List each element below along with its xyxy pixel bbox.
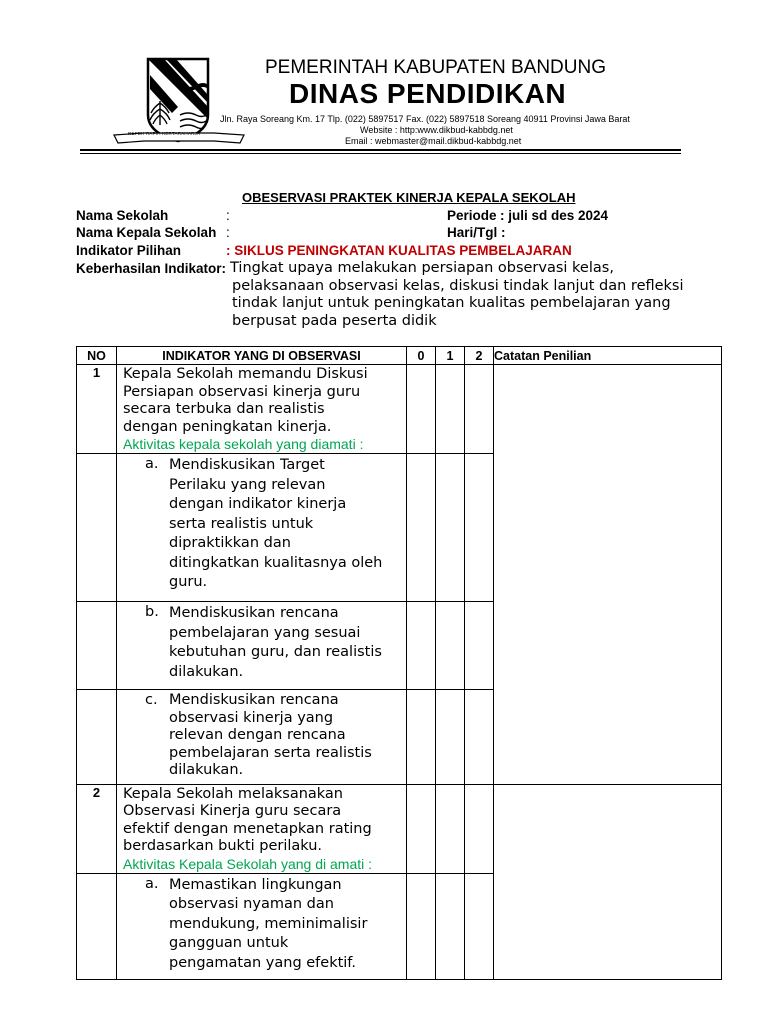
sub-indicator-cell — [117, 690, 407, 785]
letterhead-divider-thin — [80, 153, 681, 154]
score-cell-0[interactable] — [407, 454, 436, 602]
sub-indicator-line: mendukung, meminimalisir — [169, 915, 368, 932]
header-score-2: 2 — [465, 347, 494, 365]
list-marker: a. — [145, 456, 159, 472]
score-cell-0[interactable] — [407, 365, 436, 454]
letterhead-divider-thick — [80, 149, 681, 151]
indicator-text-line: dengan peningkatan kinerja. — [123, 418, 332, 435]
table-row — [77, 365, 722, 454]
sub-indicator-line: relevan dengan rencana — [169, 727, 346, 743]
sub-indicator-line: observasi kinerja yang — [169, 709, 334, 726]
list-marker: a. — [145, 875, 159, 892]
indicator-text-line: Persiapan observasi kinerja guru — [123, 383, 361, 400]
sub-indicator-line: dipraktikkan dan — [169, 535, 291, 551]
department-address: Jln. Raya Soreang Km. 17 Tlp. (022) 5897517 Fax. (022) 5897518 Soreang 40911 Provinsi Jawa Barat — [220, 114, 630, 124]
row-number-empty — [77, 602, 117, 690]
row-number-empty — [77, 454, 117, 602]
score-cell-2[interactable] — [465, 784, 494, 873]
score-cell-2[interactable] — [465, 873, 494, 979]
score-cell-2[interactable] — [465, 365, 494, 454]
description-line: Tingkat upaya melakukan persiapan observasi kelas, — [230, 260, 614, 276]
list-marker: b. — [145, 604, 159, 620]
sub-indicator-line: ditingkatkan kualitasnya oleh — [169, 554, 383, 571]
description-line: pelaksanaan observasi kelas, diskusi tindak lanjut dan refleksi — [232, 277, 684, 294]
indicator-text-line: berdasarkan bukti perilaku. — [123, 838, 323, 854]
sub-indicator-line: dilakukan. — [169, 663, 244, 680]
score-cell-1[interactable] — [436, 454, 465, 602]
header-no: NO — [77, 347, 117, 365]
activity-label: Aktivitas Kepala Sekolah yang di amati : — [123, 855, 373, 872]
nama-sekolah-separator: : — [226, 208, 230, 223]
catatan-cell[interactable] — [494, 784, 722, 979]
description-line: tindak lanjut untuk peningkatan kualitas pembelajaran yang — [232, 295, 671, 311]
score-cell-0[interactable] — [407, 602, 436, 690]
indicator-text-line: efektif dengan menetapkan rating — [123, 820, 372, 837]
indikator-pilihan-label: Indikator Pilihan — [76, 243, 182, 258]
score-cell-2[interactable] — [465, 690, 494, 785]
activity-label: Aktivitas kepala sekolah yang diamati : — [123, 436, 364, 452]
catatan-cell[interactable] — [494, 365, 722, 785]
sub-indicator-line: pembelajaran serta realistis — [169, 744, 372, 761]
sub-indicator-line: pengamatan yang efektif. — [169, 954, 356, 971]
emblem-motto: REPEH RAPIH KERTARAHARJA — [128, 131, 201, 136]
row-number: 2 — [77, 784, 117, 873]
header-indikator: INDIKATOR YANG DI OBSERVASI — [117, 347, 407, 365]
department-website: Website : http:www.dikbud-kabbdg.net — [360, 125, 513, 135]
sub-indicator-line: serta realistis untuk — [169, 515, 314, 532]
hari-tanggal-label: Hari/Tgl : — [447, 225, 506, 240]
score-cell-1[interactable] — [436, 784, 465, 873]
sub-indicator-line: kebutuhan guru, dan realistis — [169, 644, 382, 660]
sub-indicator-line: Mendiskusikan rencana — [169, 605, 339, 621]
score-cell-1[interactable] — [436, 690, 465, 785]
list-marker: c. — [145, 692, 158, 708]
sub-indicator-cell — [117, 602, 407, 690]
keberhasilan-indikator-description — [230, 260, 710, 330]
sub-indicator-line: dilakukan. — [169, 762, 244, 778]
indicator-text-line: secara terbuka dan realistis — [123, 401, 325, 417]
indikator-pilihan-value: : SIKLUS PENINGKATAN KUALITAS PEMBELAJARAN — [226, 243, 572, 258]
sub-indicator-line: gangguan untuk — [169, 935, 289, 951]
department-email: Email : webmaster@mail.dikbud-kabbdg.net — [345, 136, 522, 146]
score-cell-2[interactable] — [465, 602, 494, 690]
score-cell-1[interactable] — [436, 365, 465, 454]
header-score-1: 1 — [436, 347, 465, 365]
government-name: PEMERINTAH KABUPATEN BANDUNG — [265, 57, 606, 78]
periode-label: Periode — [447, 208, 497, 223]
header-score-0: 0 — [407, 347, 436, 365]
score-cell-0[interactable] — [407, 784, 436, 873]
keberhasilan-indikator-label: Keberhasilan Indikator: — [76, 261, 227, 276]
indicator-cell — [117, 784, 407, 873]
sub-indicator-line: Perilaku yang relevan — [169, 476, 326, 493]
score-cell-0[interactable] — [407, 873, 436, 979]
sub-indicator-line: dengan indikator kinerja — [169, 496, 347, 512]
indicator-text-line: Kepala Sekolah melaksanakan — [123, 785, 343, 802]
sub-indicator-line: Mendiskusikan rencana — [169, 692, 339, 708]
description-line: berpusat pada peserta didik — [232, 312, 437, 329]
indicator-cell — [117, 365, 407, 454]
sub-indicator-line: guru. — [169, 574, 208, 590]
sub-indicator-line: pembelajaran yang sesuai — [169, 624, 361, 641]
sub-indicator-line: observasi nyaman dan — [169, 896, 334, 912]
indicator-text-line: Observasi Kinerja guru secara — [123, 803, 342, 819]
sub-indicator-line: Mendiskusikan Target — [169, 457, 325, 473]
observation-table — [76, 346, 722, 980]
indicator-text-line: Kepala Sekolah memandu Diskusi — [123, 366, 368, 382]
table-header-row — [77, 347, 722, 365]
score-cell-2[interactable] — [465, 454, 494, 602]
nama-sekolah-label: Nama Sekolah — [76, 208, 169, 223]
row-number-empty — [77, 873, 117, 979]
score-cell-0[interactable] — [407, 690, 436, 785]
sub-indicator-line: Memastikan lingkungan — [169, 876, 342, 893]
score-cell-1[interactable] — [436, 873, 465, 979]
sub-indicator-cell — [117, 454, 407, 602]
score-cell-1[interactable] — [436, 602, 465, 690]
nama-kepala-sekolah-label: Nama Kepala Sekolah — [76, 225, 217, 240]
table-row — [77, 784, 722, 873]
department-name: DINAS PENDIDIKAN — [289, 78, 567, 109]
row-number-empty — [77, 690, 117, 785]
sub-indicator-cell — [117, 873, 407, 979]
document-title: OBESERVASI PRAKTEK KINERJA KEPALA SEKOLAH — [242, 190, 576, 205]
row-number: 1 — [77, 365, 117, 454]
header-catatan: Catatan Penilian — [494, 347, 722, 365]
nama-kepala-sekolah-separator: : — [226, 225, 230, 240]
periode-value: : juli sd des 2024 — [500, 208, 609, 223]
